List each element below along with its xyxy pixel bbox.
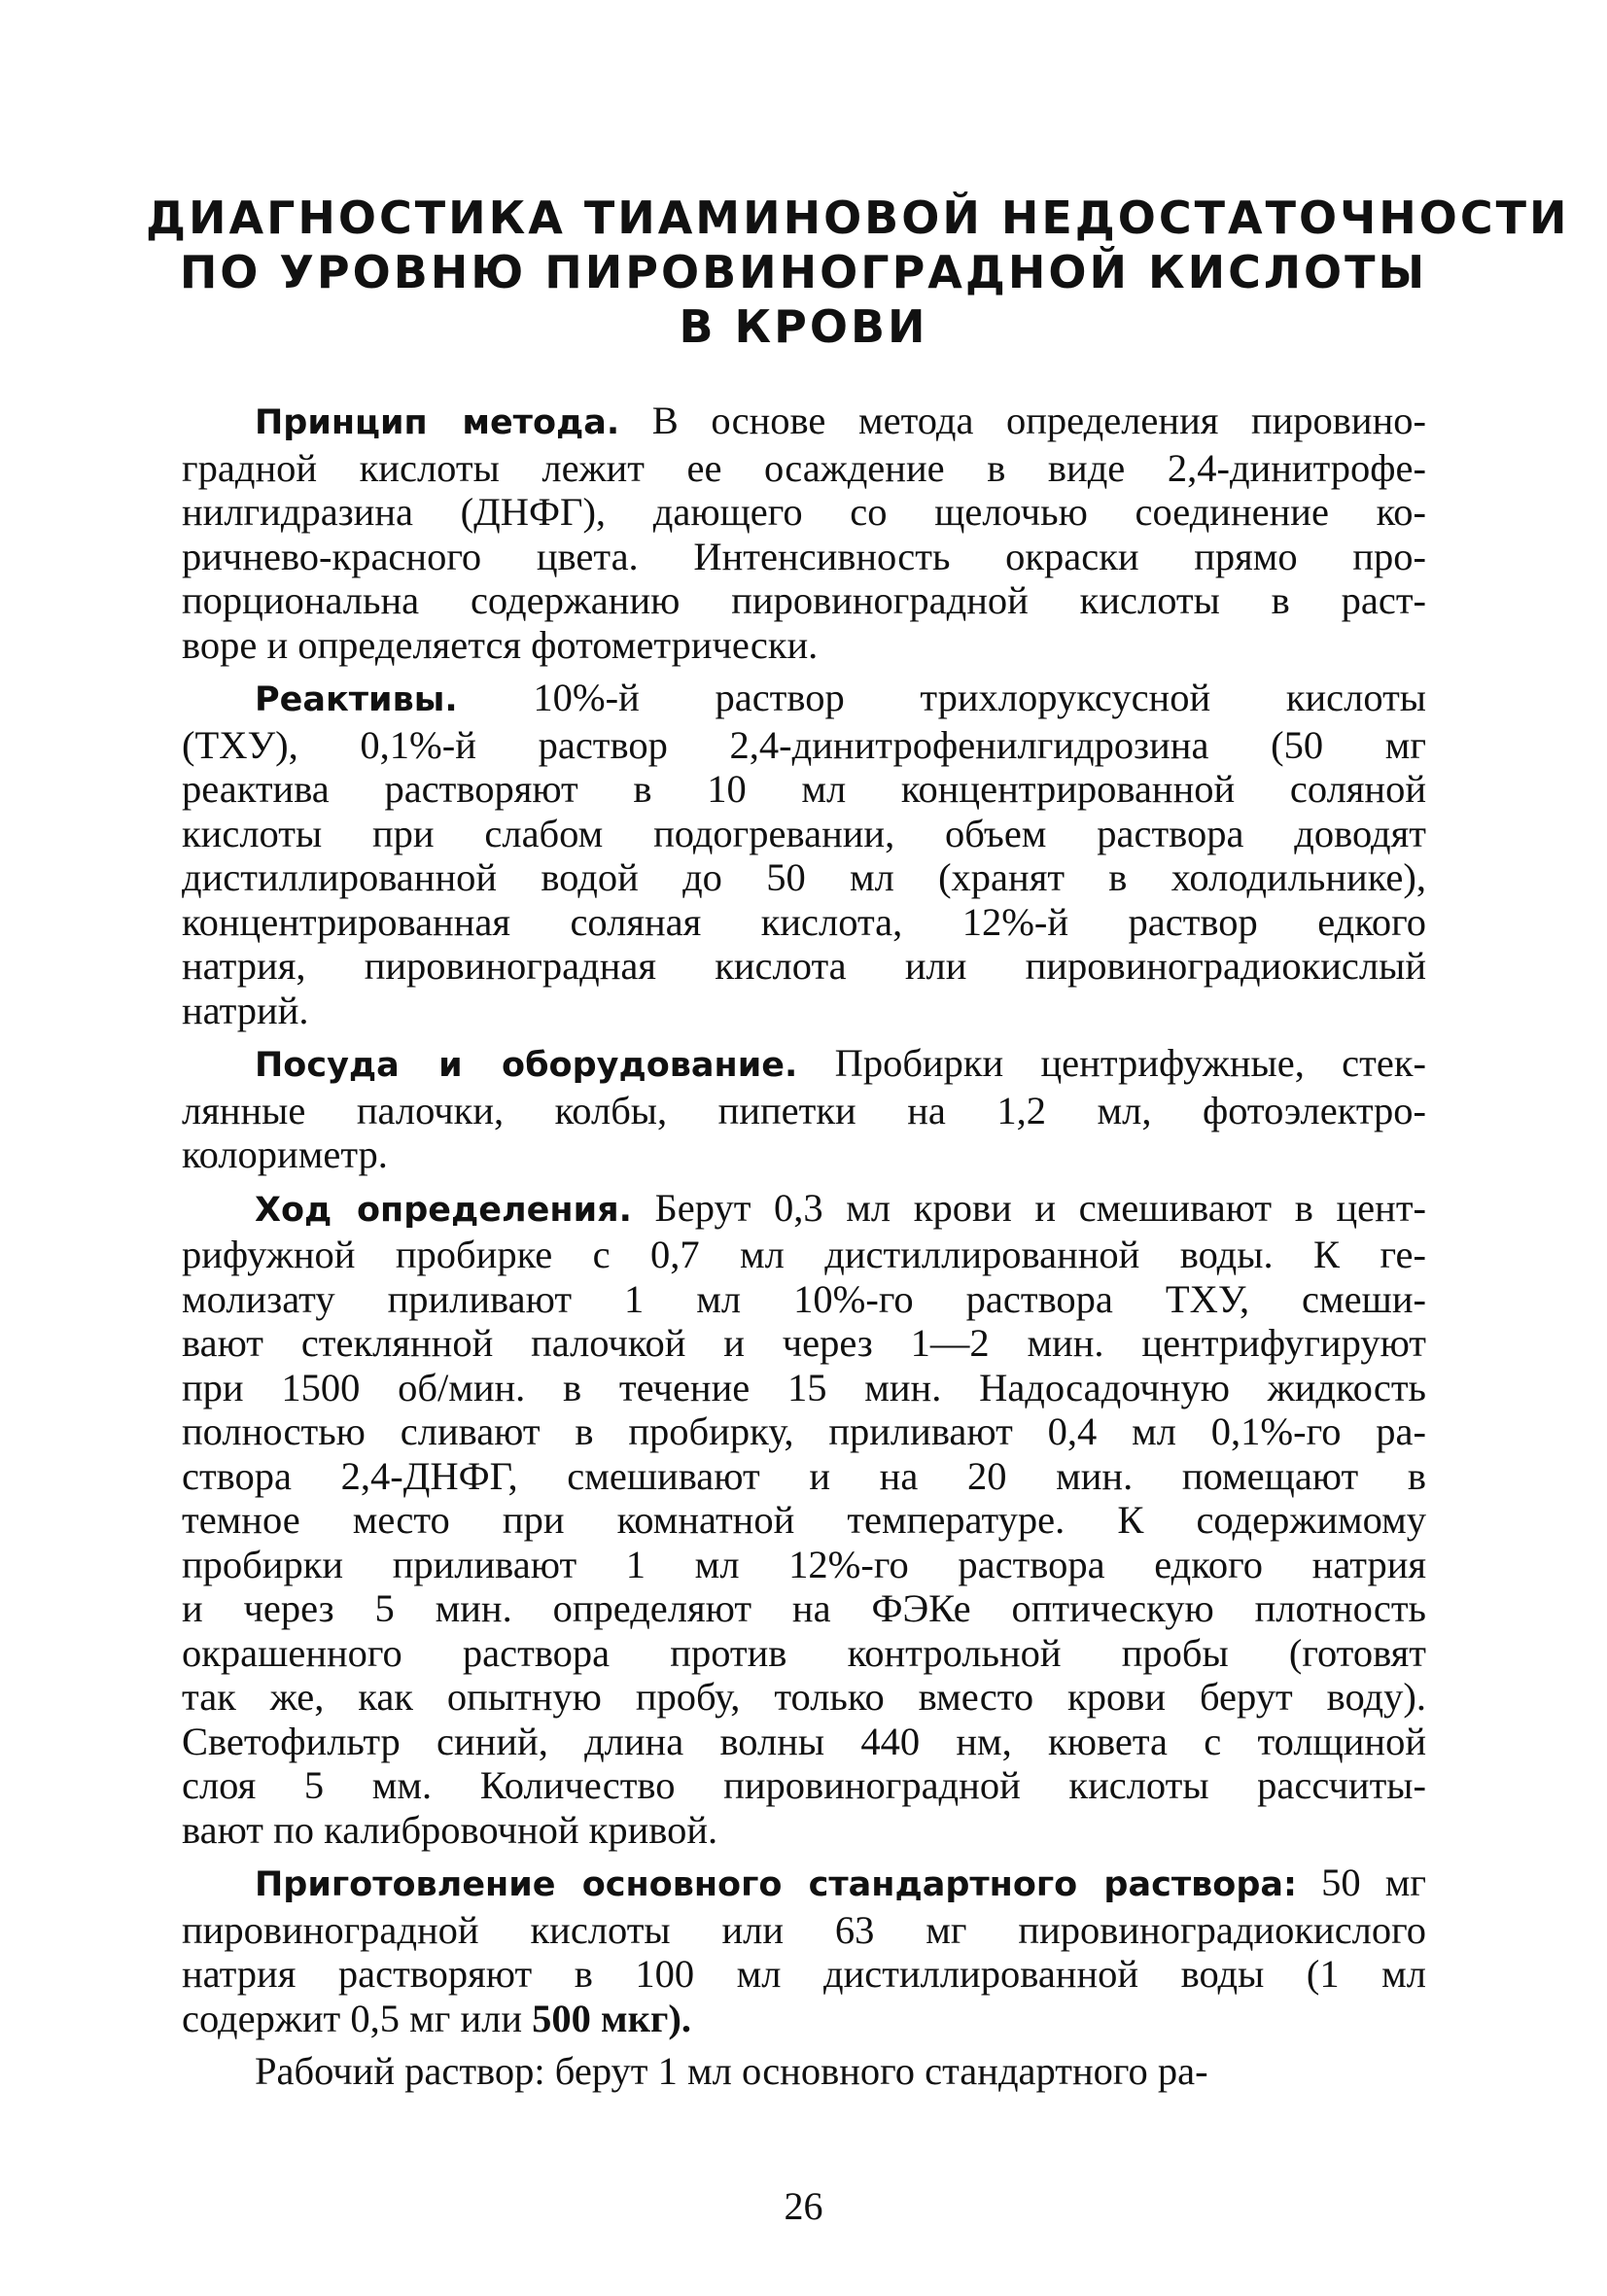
text-line: концентрированная соляная кислота, 12%-й раствор едкого xyxy=(182,899,1426,944)
paragraph-standard-solution xyxy=(182,1861,1426,2040)
text-line: и через 5 мин. определяют на ФЭКе оптическую плотность xyxy=(182,1586,1426,1630)
text-line: при 1500 об/мин. в течение 15 мин. Надосадочную жидкость xyxy=(182,1365,1426,1409)
text-line: натрий. xyxy=(182,988,309,1032)
text-line: ричнево-красного цвета. Интенсивность окраски прямо про- xyxy=(182,534,1426,578)
text-line: вают стеклянной палочкой и через 1—2 мин. центрифугируют xyxy=(182,1321,1426,1365)
text-line: так же, как опытную пробу, только вместо крови берут воду). xyxy=(182,1675,1426,1719)
text-line: молизату приливают 1 мл 10%-го раствора ТХУ, смеши- xyxy=(182,1276,1426,1321)
text-run: Пробирки центрифужные, стек- xyxy=(834,1041,1426,1085)
section-heading-equipment: Посуда и оборудование. xyxy=(255,1046,798,1085)
bold-text-run: 500 мкг). xyxy=(532,1996,691,2040)
text-line: кислоты при слабом подогревании, объем раствора доводят xyxy=(182,811,1426,855)
text-line: слоя 5 мм. Количество пировиноградной кислоты рассчиты- xyxy=(182,1763,1426,1807)
text-line: колориметр. xyxy=(182,1132,388,1176)
text-line xyxy=(182,1997,1426,2041)
text-line: вают по калибровочной кривой. xyxy=(182,1807,718,1852)
text-line xyxy=(182,1041,1426,1089)
page-number: 26 xyxy=(784,2184,823,2228)
text-line xyxy=(182,399,1426,446)
section-heading-procedure: Ход определения. xyxy=(255,1190,632,1230)
title-line: В КРОВИ xyxy=(679,300,928,353)
text-line: окрашенного раствора против контрольной пробы (готовят xyxy=(182,1630,1426,1675)
text-line: порциональна содержанию пировиноградной кислоты в раст- xyxy=(182,578,1426,622)
text-line: (ТХУ), 0,1%-й раствор 2,4-динитрофенилгидрозина (50 мг xyxy=(182,722,1426,767)
paragraph-procedure xyxy=(182,1186,1426,1853)
text-line: воре и определяется фотометрически. xyxy=(182,622,819,667)
text-line: нилгидразина (ДНФГ), дающего со щелочью соединение ко- xyxy=(182,490,1426,534)
text-line xyxy=(182,1186,1426,1234)
title-line: ДИАГНОСТИКА ТИАМИНОВОЙ НЕДОСТАТОЧНОСТИ xyxy=(146,191,1570,244)
paragraph-principle xyxy=(182,399,1426,667)
paragraph-working-solution xyxy=(182,2049,1426,2094)
text-run: 50 мг xyxy=(1321,1861,1426,1904)
section-heading-reagents: Реактивы. xyxy=(255,680,458,719)
text-line xyxy=(182,676,1426,723)
section-heading-principle: Принцип метода. xyxy=(255,403,620,442)
text-line: створа 2,4-ДНФГ, смешивают и на 20 мин. помещают в xyxy=(182,1453,1426,1498)
text-line: рифужной пробирке с 0,7 мл дистиллированной воды. К ге- xyxy=(182,1233,1426,1276)
text-line: Светофильтр синий, длина волны 440 нм, кювета с толщиной xyxy=(182,1719,1426,1763)
section-heading-standard: Приготовление основного стандартного раствора: xyxy=(255,1865,1297,1904)
text-line: натрия, пировиноградная кислота или пировиноградиокислый xyxy=(182,944,1426,988)
text-line xyxy=(182,1861,1426,1908)
text-line: дистиллированной водой до 50 мл (хранят в холодильнике), xyxy=(182,855,1426,899)
text-run: Берут 0,3 мл крови и смешивают в цент- xyxy=(654,1185,1427,1230)
text-line: лянные палочки, колбы, пипетки на 1,2 мл, фотоэлектро- xyxy=(182,1088,1426,1132)
body-text xyxy=(182,399,1426,2103)
text-line: полностью сливают в пробирку, приливают 0,4 мл 0,1%-го ра- xyxy=(182,1409,1426,1453)
text-line: пировиноградной кислоты или 63 мг пировиноградиокислого xyxy=(182,1907,1426,1952)
text-line: градной кислоты лежит ее осаждение в виде 2,4-динитрофе- xyxy=(182,445,1426,490)
text-line: темное место при комнатной температуре. К содержимому xyxy=(182,1498,1426,1542)
text-line: реактива растворяют в 10 мл концентрированной соляной xyxy=(182,767,1426,811)
text-run: В основе метода определения пировино- xyxy=(651,399,1427,442)
paragraph-equipment xyxy=(182,1041,1426,1177)
text-run: 10%-й раствор трихлоруксусной кислоты xyxy=(533,676,1426,719)
text-line: натрия растворяют в 100 мл дистиллированной воды (1 мл xyxy=(182,1952,1426,1996)
page-title xyxy=(146,191,1570,354)
paragraph-reagents xyxy=(182,676,1426,1032)
text-run: содержит 0,5 мг или xyxy=(182,1996,533,2040)
title-line: ПО УРОВНЮ ПИРОВИНОГРАДНОЙ КИСЛОТЫ xyxy=(179,246,1428,298)
text-line: Рабочий раствор: берут 1 мл основного стандартного ра- xyxy=(255,2049,1208,2093)
text-line: пробирки приливают 1 мл 12%-го раствора едкого натрия xyxy=(182,1542,1426,1586)
